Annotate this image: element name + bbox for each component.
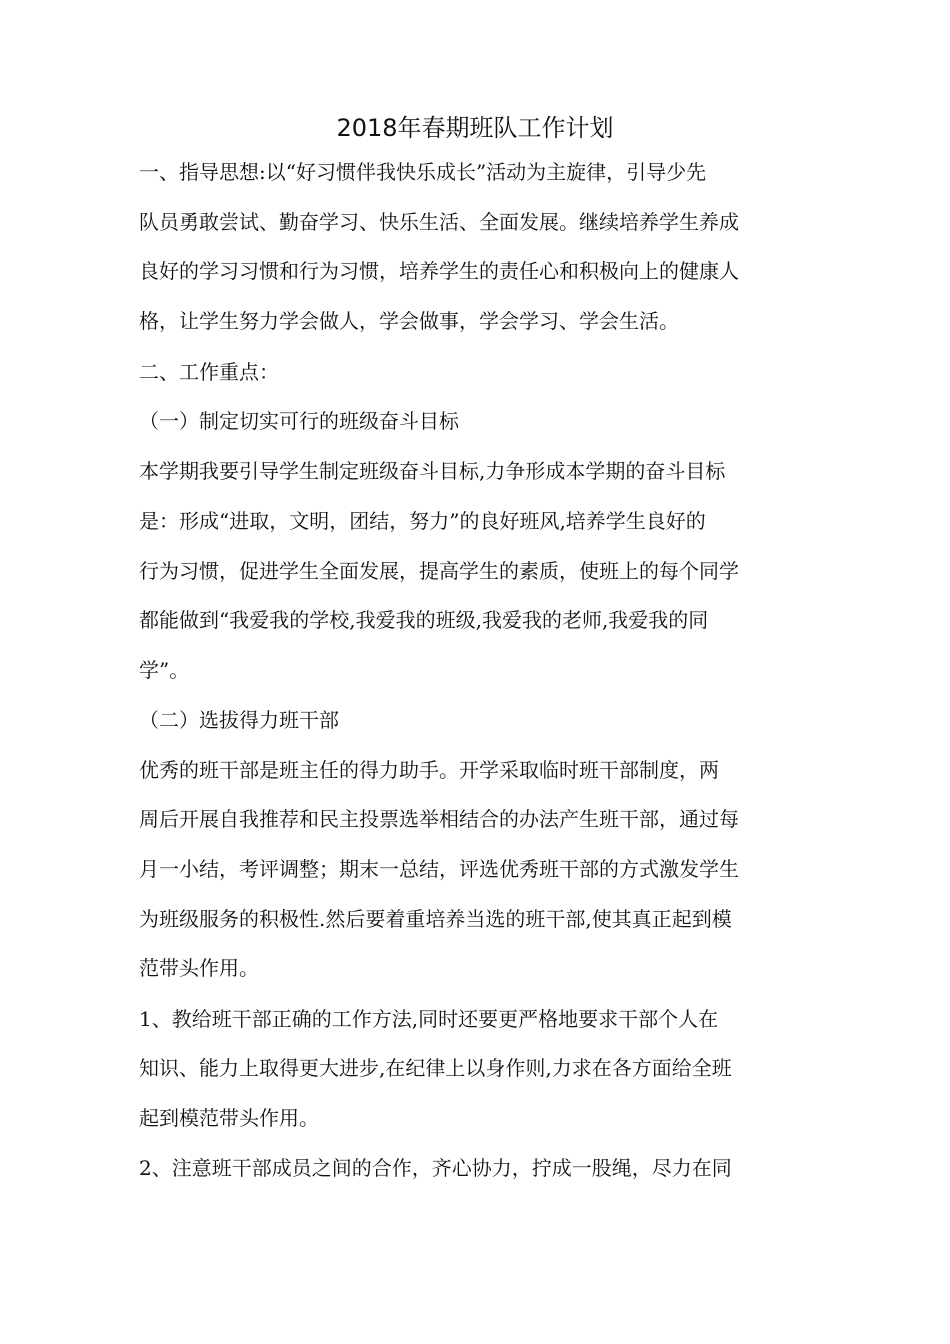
list-item-2-line-1: 2、注意班干部成员之间的合作，齐心协力，拧成一股绳，尽力在同 [139, 1156, 732, 1180]
list-item-1-line-1: 1、教给班干部正确的工作方法,同时还要更严格地要求干部个人在 [139, 1007, 719, 1031]
text-line-13: 优秀的班干部是班主任的得力助手。开学采取临时班干部制度，两 [139, 758, 719, 782]
text-line-11: 学”。 [139, 658, 190, 682]
text-line-9: 行为习惯，促进学生全面发展，提高学生的素质，使班上的每个同学 [139, 559, 739, 583]
text-line-4: 格，让学生努力学会做人，学会做事，学会学习、学会生活。 [139, 309, 679, 333]
text-line-2: 队员勇敢尝试、勤奋学习、快乐生活、全面发展。继续培养学生养成 [139, 210, 739, 234]
list-item-1-line-2: 知识、能力上取得更大进步,在纪律上以身作则,力求在各方面给全班 [139, 1056, 732, 1080]
text-line-16: 为班级服务的积极性.然后要着重培养当选的班干部,使其真正起到模 [139, 907, 732, 931]
text-line-10: 都能做到“我爱我的学校,我爱我的班级,我爱我的老师,我爱我的同 [139, 608, 709, 632]
text-line-14: 周后开展自我推荐和民主投票选举相结合的办法产生班干部，通过每 [139, 807, 739, 831]
text-line-3: 良好的学习习惯和行为习惯，培养学生的责任心和积极向上的健康人 [139, 259, 739, 283]
subsection-heading-2: （二）选拔得力班干部 [139, 708, 339, 732]
subsection-heading-1: （一）制定切实可行的班级奋斗目标 [139, 409, 459, 433]
document-title: 2018年春期班队工作计划 [336, 114, 614, 142]
text-line-1: 一、指导思想:以“好习惯伴我快乐成长”活动为主旋律，引导少先 [139, 160, 707, 184]
list-item-1-line-3: 起到模范带头作用。 [139, 1106, 319, 1130]
text-line-7: 本学期我要引导学生制定班级奋斗目标,力争形成本学期的奋斗目标 [139, 459, 726, 483]
section-heading-work-focus: 二、工作重点： [139, 360, 279, 384]
text-line-17: 范带头作用。 [139, 956, 259, 980]
text-line-15: 月一小结，考评调整；期末一总结，评选优秀班干部的方式激发学生 [139, 857, 739, 881]
text-line-8: 是：形成“进取，文明，团结，努力”的良好班风,培养学生良好的 [139, 509, 706, 533]
